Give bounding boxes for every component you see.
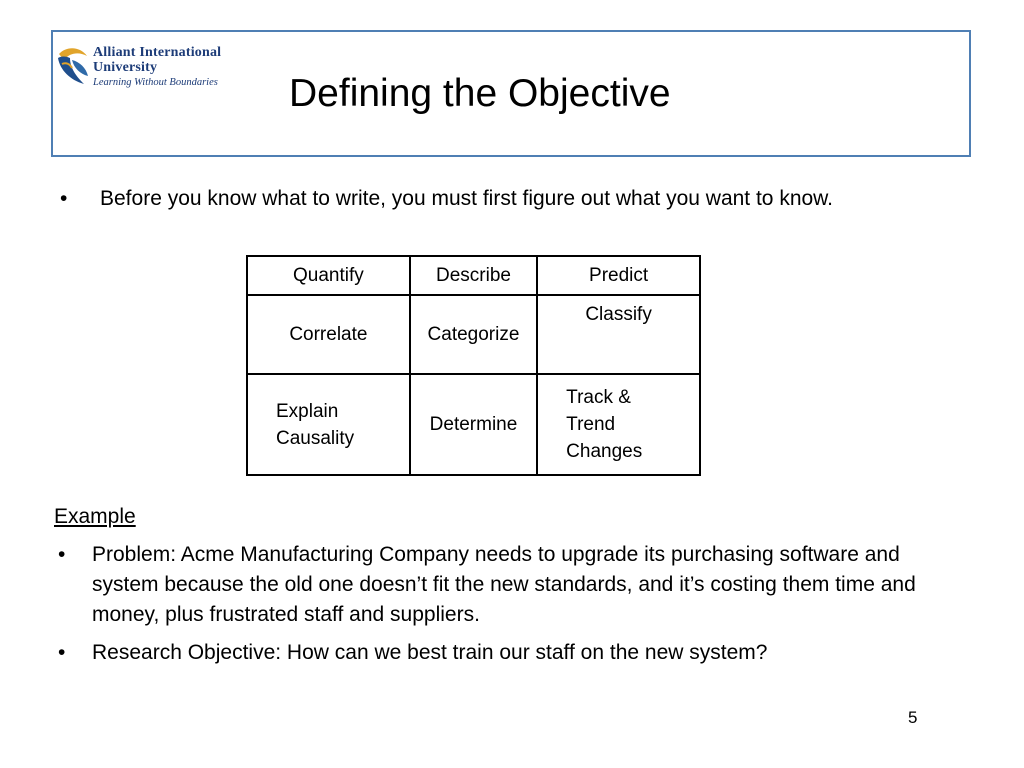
table-cell-explain-causality <box>247 374 410 475</box>
bullet-marker: • <box>58 641 66 664</box>
cell-text: Track & Trend Changes <box>566 387 643 462</box>
bullet-marker: • <box>58 543 66 566</box>
research-objective-text: Research Objective: How can we best train our staff on the new system? <box>92 641 768 664</box>
table-cell-describe: Describe <box>410 256 537 295</box>
table-row <box>247 295 700 374</box>
objective-verbs-table <box>246 255 701 476</box>
logo-tagline: Learning Without Boundaries <box>93 77 218 88</box>
example-heading: Example <box>54 505 136 528</box>
logo-emblem-icon <box>56 44 90 88</box>
table-cell-correlate: Correlate <box>247 295 410 374</box>
logo-name-line2: University <box>93 60 158 75</box>
table-cell-predict: Predict <box>537 256 700 295</box>
table-row <box>247 374 700 475</box>
table-row <box>247 256 700 295</box>
intro-bullet-text: Before you know what to write, you must first figure out what you want to know. <box>100 187 834 210</box>
slide-title: Defining the Objective <box>289 72 671 115</box>
table-cell-quantify: Quantify <box>247 256 410 295</box>
university-logo <box>56 44 241 96</box>
table-cell-categorize: Categorize <box>410 295 537 374</box>
problem-bullet-text: Problem: Acme Manufacturing Company needs to upgrade its purchasing software and system because the old one doesn’t fit the new standards, and it’s costing them time and money, plus frustrated staff and suppliers. <box>92 543 916 626</box>
table-cell-classify: Classify <box>537 295 700 374</box>
table-cell-determine: Determine <box>410 374 537 475</box>
table-cell-track-trend <box>537 374 700 475</box>
bullet-marker: • <box>60 187 68 210</box>
cell-text: Explain Causality <box>276 400 355 449</box>
logo-name-line1: Alliant International <box>93 45 222 60</box>
page-number: 5 <box>908 708 918 727</box>
